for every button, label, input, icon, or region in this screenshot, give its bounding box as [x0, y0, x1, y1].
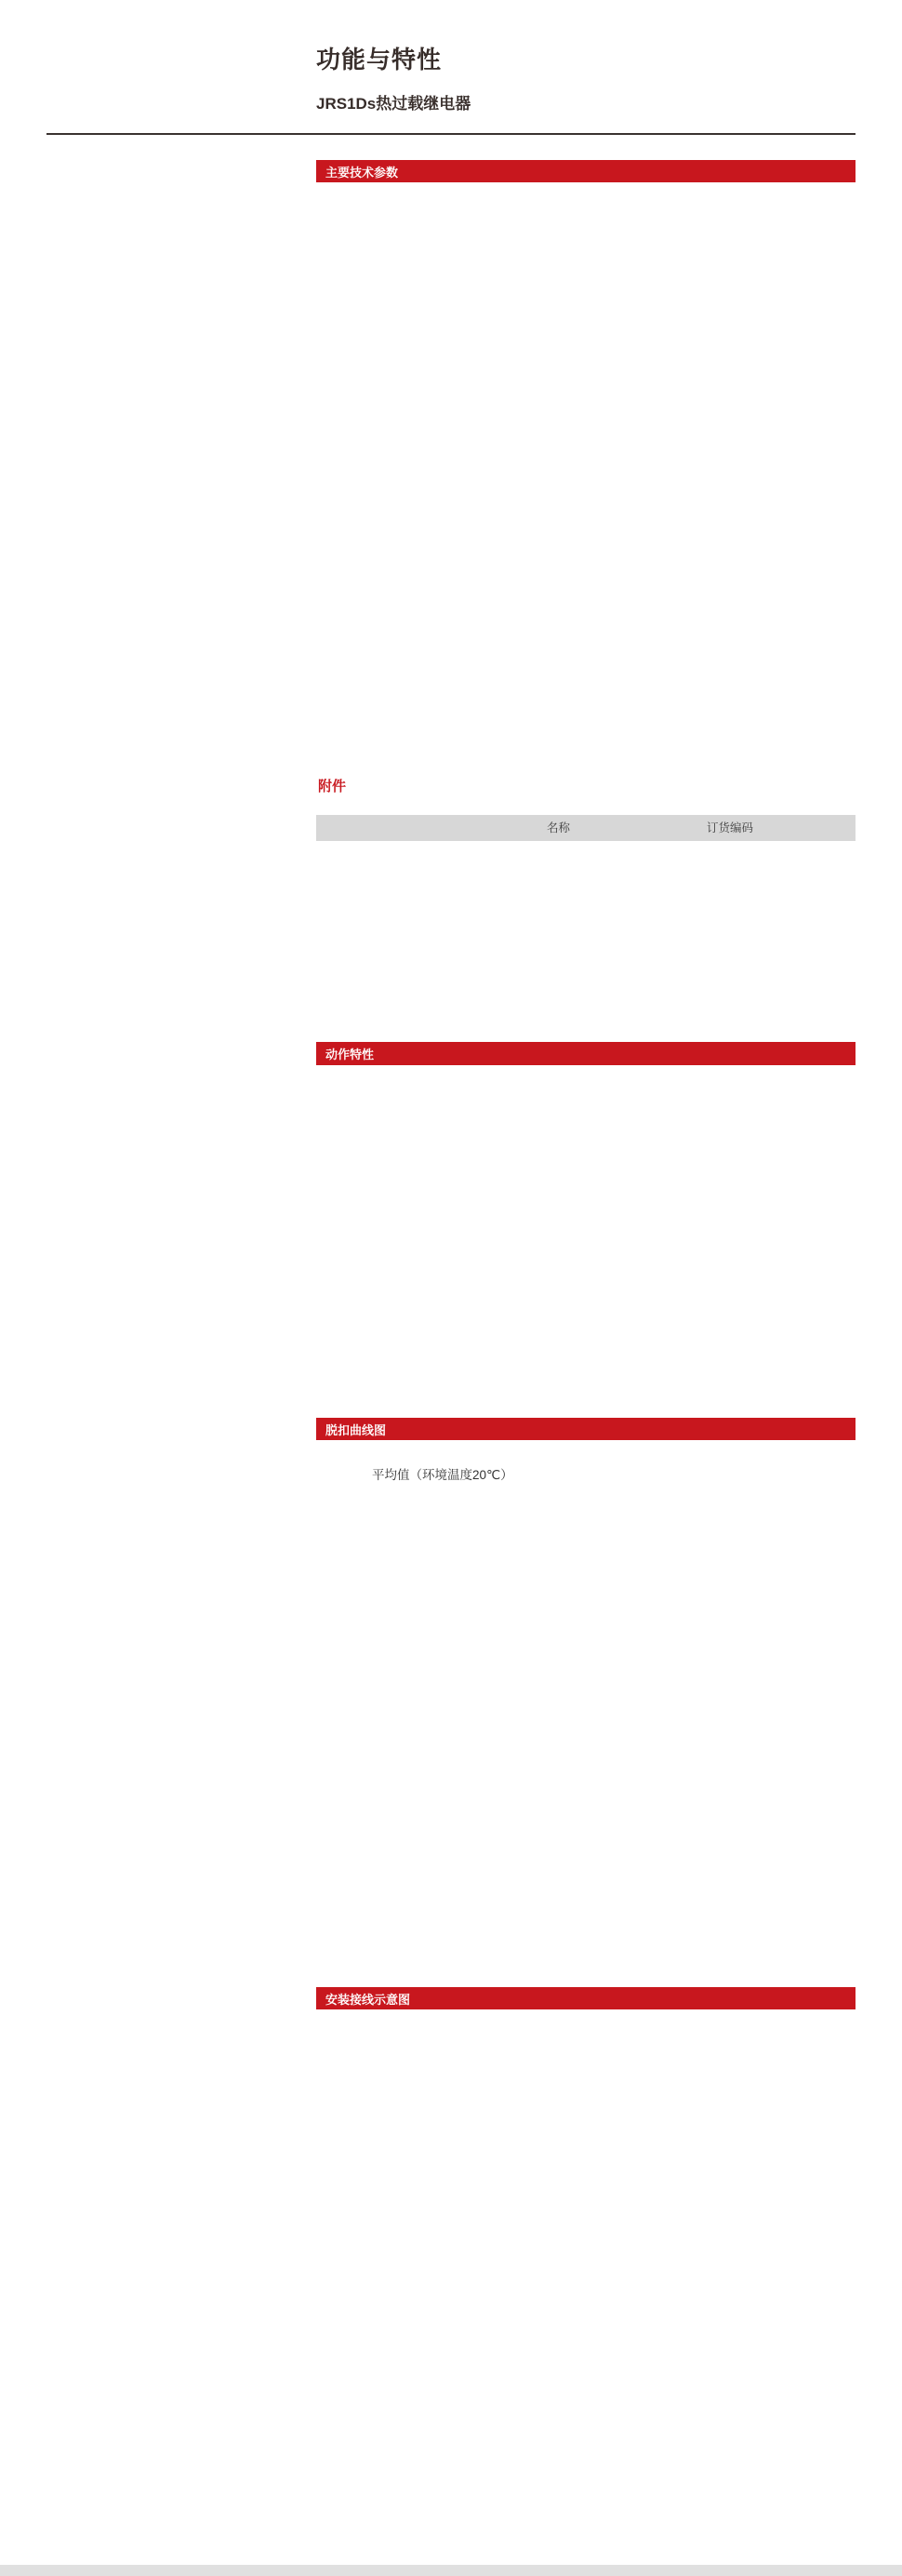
trip-curve-title: 脱扣曲线图 [325, 1422, 387, 1437]
action-table [316, 1042, 856, 1090]
spec-table-header-bar [316, 160, 856, 182]
product-photo-relay-1 [91, 164, 235, 294]
chart-subtitle: 平均值（环境温度20℃） [372, 1468, 513, 1482]
accessories-table-header [316, 815, 856, 841]
page-title: 功能与特性 [316, 46, 443, 73]
page-subtitle: JRS1Ds热过载继电器 [316, 95, 471, 113]
trip-curve-chart [316, 1488, 725, 1916]
product-photo-relay-3 [79, 638, 239, 783]
spec-table-title: 主要技术参数 [325, 165, 399, 180]
product-photo-mounting-base [335, 858, 444, 995]
trip-curve-header-bar [316, 1418, 856, 1440]
wiring-section [316, 1987, 856, 2009]
action-table-title: 动作特性 [325, 1048, 375, 1061]
footer-strip [0, 2565, 902, 2576]
header-divider [46, 133, 856, 135]
spec-table [316, 160, 856, 190]
wiring-diagram [298, 2024, 856, 2531]
product-photo-relay-2 [84, 400, 237, 540]
wiring-title: 安装接线示意图 [325, 1992, 411, 2007]
accessories-col-name: 名称 [547, 821, 571, 834]
wiring-header-bar [316, 1987, 856, 2009]
accessories-col-code: 订货编码 [707, 821, 754, 834]
trip-curve-section [316, 1418, 856, 1482]
accessories-title: 附件 [318, 779, 347, 794]
action-table-header-bar [316, 1042, 856, 1065]
